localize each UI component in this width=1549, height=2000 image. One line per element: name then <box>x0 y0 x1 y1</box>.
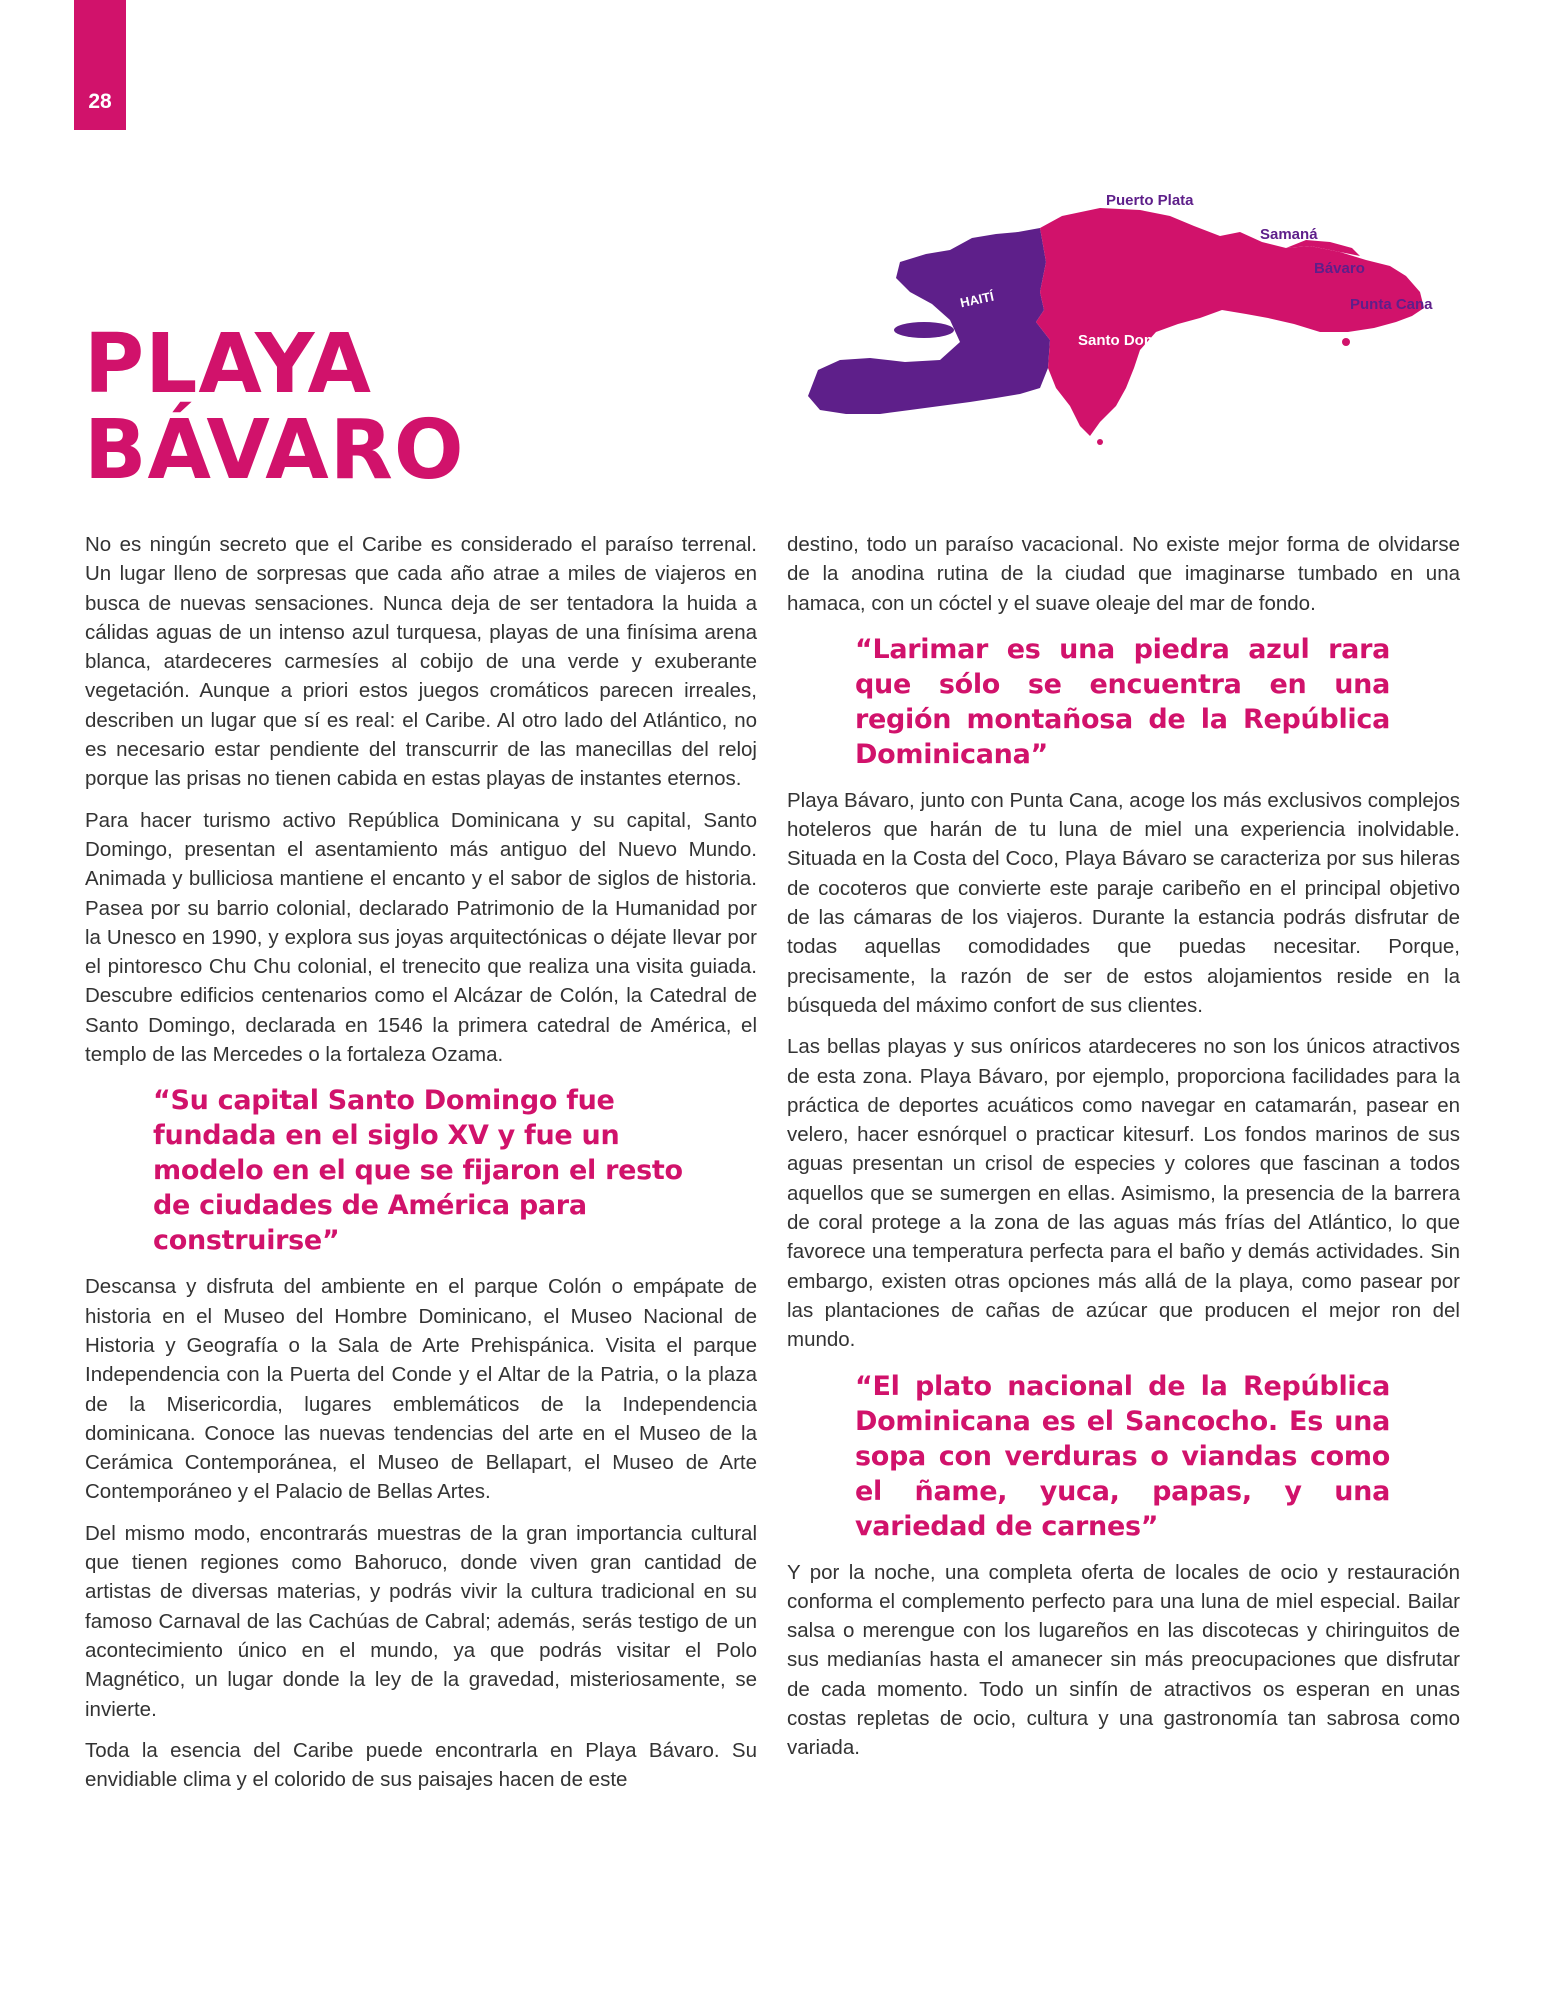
body-paragraph: destino, todo un paraíso vacacional. No existe mejor forma de olvidarse de la anodina rutina de la ciudad que imaginarse tumbado en una hamaca, con un cóctel y el suave oleaje del mar de fondo. <box>787 533 1460 615</box>
page-number: 28 <box>88 90 112 113</box>
body-paragraph: Descansa y disfruta del ambiente en el parque Colón o empápate de historia en el Museo del Hombre Dominicano, el Museo Nacional de Historia y Geografía o la Sala de Arte Prehispánica. Visita el parque Independencia con la Puerta del Conde y el Altar de la Patria, o la plaza de la Misericordia, lugares emblemáticos de la Independencia dominicana. Conoce las nuevas tendencias del arte en el Museo de la Cerámica Contemporánea, el Museo de Bellapart, el Museo de Arte Contemporáneo y el Palacio de Bellas Artes. <box>85 1275 757 1504</box>
islet-beata <box>1097 439 1103 445</box>
body-paragraph: No es ningún secreto que el Caribe es considerado el paraíso terrenal. Un lugar lleno de sorpresas que cada año atrae a miles de viajeros en busca de nuevas sensaciones. Nunca deja de ser tentadora la huida a cálidas aguas de un intenso azul turquesa, playas de una finísima arena blanca, atardeceres carmesíes al cobijo de una verde y exuberante vegetación. Aunque a priori estos juegos cromáticos parecen irreales, describen un lugar que sí es real: el Caribe. Al otro lado del Atlántico, no es necesario estar pendiente del transcurrir de las manecillas del reloj porque las prisas no tienen cabida en estas playas de instantes eternos. <box>85 533 757 791</box>
dominican-region <box>1036 208 1424 436</box>
gonave-island <box>894 322 954 338</box>
pull-quote: “El plato nacional de la República Dominicana es el Sancocho. Es una sopa con verduras o viandas como el ñame, yuca, papas, y una variedad de carnes” <box>855 1370 1390 1542</box>
left-column <box>85 530 757 1806</box>
article-title <box>84 317 465 498</box>
haiti-region <box>808 228 1050 414</box>
title-line-2: BÁVARO <box>84 403 465 498</box>
map-label-puerto-plata: Puerto Plata <box>1106 192 1194 209</box>
map-label-la-romana: La Romana <box>1234 328 1310 344</box>
island-map <box>800 192 1540 462</box>
body-paragraph: Y por la noche, una completa oferta de locales de ocio y restauración conforma el complemento perfecto para una luna de miel especial. Bailar salsa o merengue con los lugareños en las discotecas y chiringuitos de sus medianías hasta el amanecer sin más preocupaciones que disfrutar de cada momento. Todo un sinfín de atractivos os esperan en unas costas repletas de ocio, cultura y una gastronomía tan sabrosa como variada. <box>787 1560 1460 1760</box>
map-label-punta-cana: Punta Cana <box>1350 296 1433 313</box>
hispaniola-map-graphic <box>800 192 1540 462</box>
map-label-haiti: HAITÍ <box>958 288 996 311</box>
islet-saona <box>1342 338 1350 346</box>
pull-quote: “Su capital Santo Domingo fue fundada en el siglo XV y fue un modelo en el que se fijaron el resto de ciudades de América para construirse” <box>153 1085 683 1257</box>
title-line-1: PLAYA <box>84 317 372 412</box>
body-paragraph: Playa Bávaro, junto con Punta Cana, acoge los más exclusivos complejos hoteleros que harán de tu luna de miel una experiencia inolvidable. Situada en la Costa del Coco, Playa Bávaro se caracteriza por sus hileras de cocoteros que convierte este paraje caribeño en el principal objetivo de las cámaras de los viajeros. Durante la estancia podrás disfrutar de todas aquellas comodidades que puedas necesitar. Porque, precisamente, la razón de ser de estos alojamientos reside en la búsqueda del máximo confort de sus clientes. <box>787 788 1460 1017</box>
map-label-santo-domingo: Santo Domingo <box>1078 332 1189 349</box>
page-number-tab <box>74 0 126 130</box>
right-column <box>787 530 1460 1775</box>
body-paragraph: Toda la esencia del Caribe puede encontrarla en Playa Bávaro. Su envidiable clima y el colorido de sus paisajes hacen de este <box>85 1738 757 1792</box>
body-paragraph: Para hacer turismo activo República Dominicana y su capital, Santo Domingo, presentan el asentamiento más antiguo del Nuevo Mundo. Animada y bulliciosa mantiene el encanto y el sabor de siglos de historia. Pasea por su barrio colonial, declarado Patrimonio de la Humanidad por la Unesco en 1990, y explora sus joyas arquitectónicas o déjate llevar por el pintoresco Chu Chu colonial, el trenecito que realiza una visita guiada. Descubre edificios centenarios como el Alcázar de Colón, la Catedral de Santo Domingo, declarada en 1546 la primera catedral de América, el templo de las Mercedes o la fortaleza Ozama. <box>85 808 757 1067</box>
map-label-bavaro: Bávaro <box>1314 260 1365 277</box>
map-label-samana: Samaná <box>1260 226 1318 243</box>
body-paragraph: Del mismo modo, encontrarás muestras de la gran importancia cultural que tienen regiones como Bahoruco, donde viven gran cantidad de artistas de diversas materias, y podrás vivir la cultura tradicional en su famoso Carnaval de las Cachúas de Cabral; además, serás testigo de un acontecimiento único en el mundo, ya que podrás visitar el Polo Magnético, un lugar donde la ley de la gravedad, misteriosamente, se invierte. <box>85 1521 757 1721</box>
body-paragraph: Las bellas playas y sus oníricos atardeceres no son los únicos atractivos de esta zona. Playa Bávaro, por ejemplo, proporciona facilidades para la práctica de deportes acuáticos como navegar en catamarán, pasear en velero, hacer esnórquel o practicar kitesurf. Los fondos marinos de sus aguas presentan un crisol de especies y colores que fascinan a todos aquellos que se sumergen en ellas. Asimismo, la presencia de la barrera de coral protege a la zona de las aguas más frías del Atlántico, lo que favorece una temperatura perfecta para el baño y demás actividades. Sin embargo, existen otras opciones más allá de la playa, como pasear por las plantaciones de cañas de azúcar que producen el mejor ron del mundo. <box>787 1035 1460 1352</box>
pull-quote: “Larimar es una piedra azul rara que sólo se encuentra en una región montañosa de la República Dominicana” <box>855 633 1390 770</box>
